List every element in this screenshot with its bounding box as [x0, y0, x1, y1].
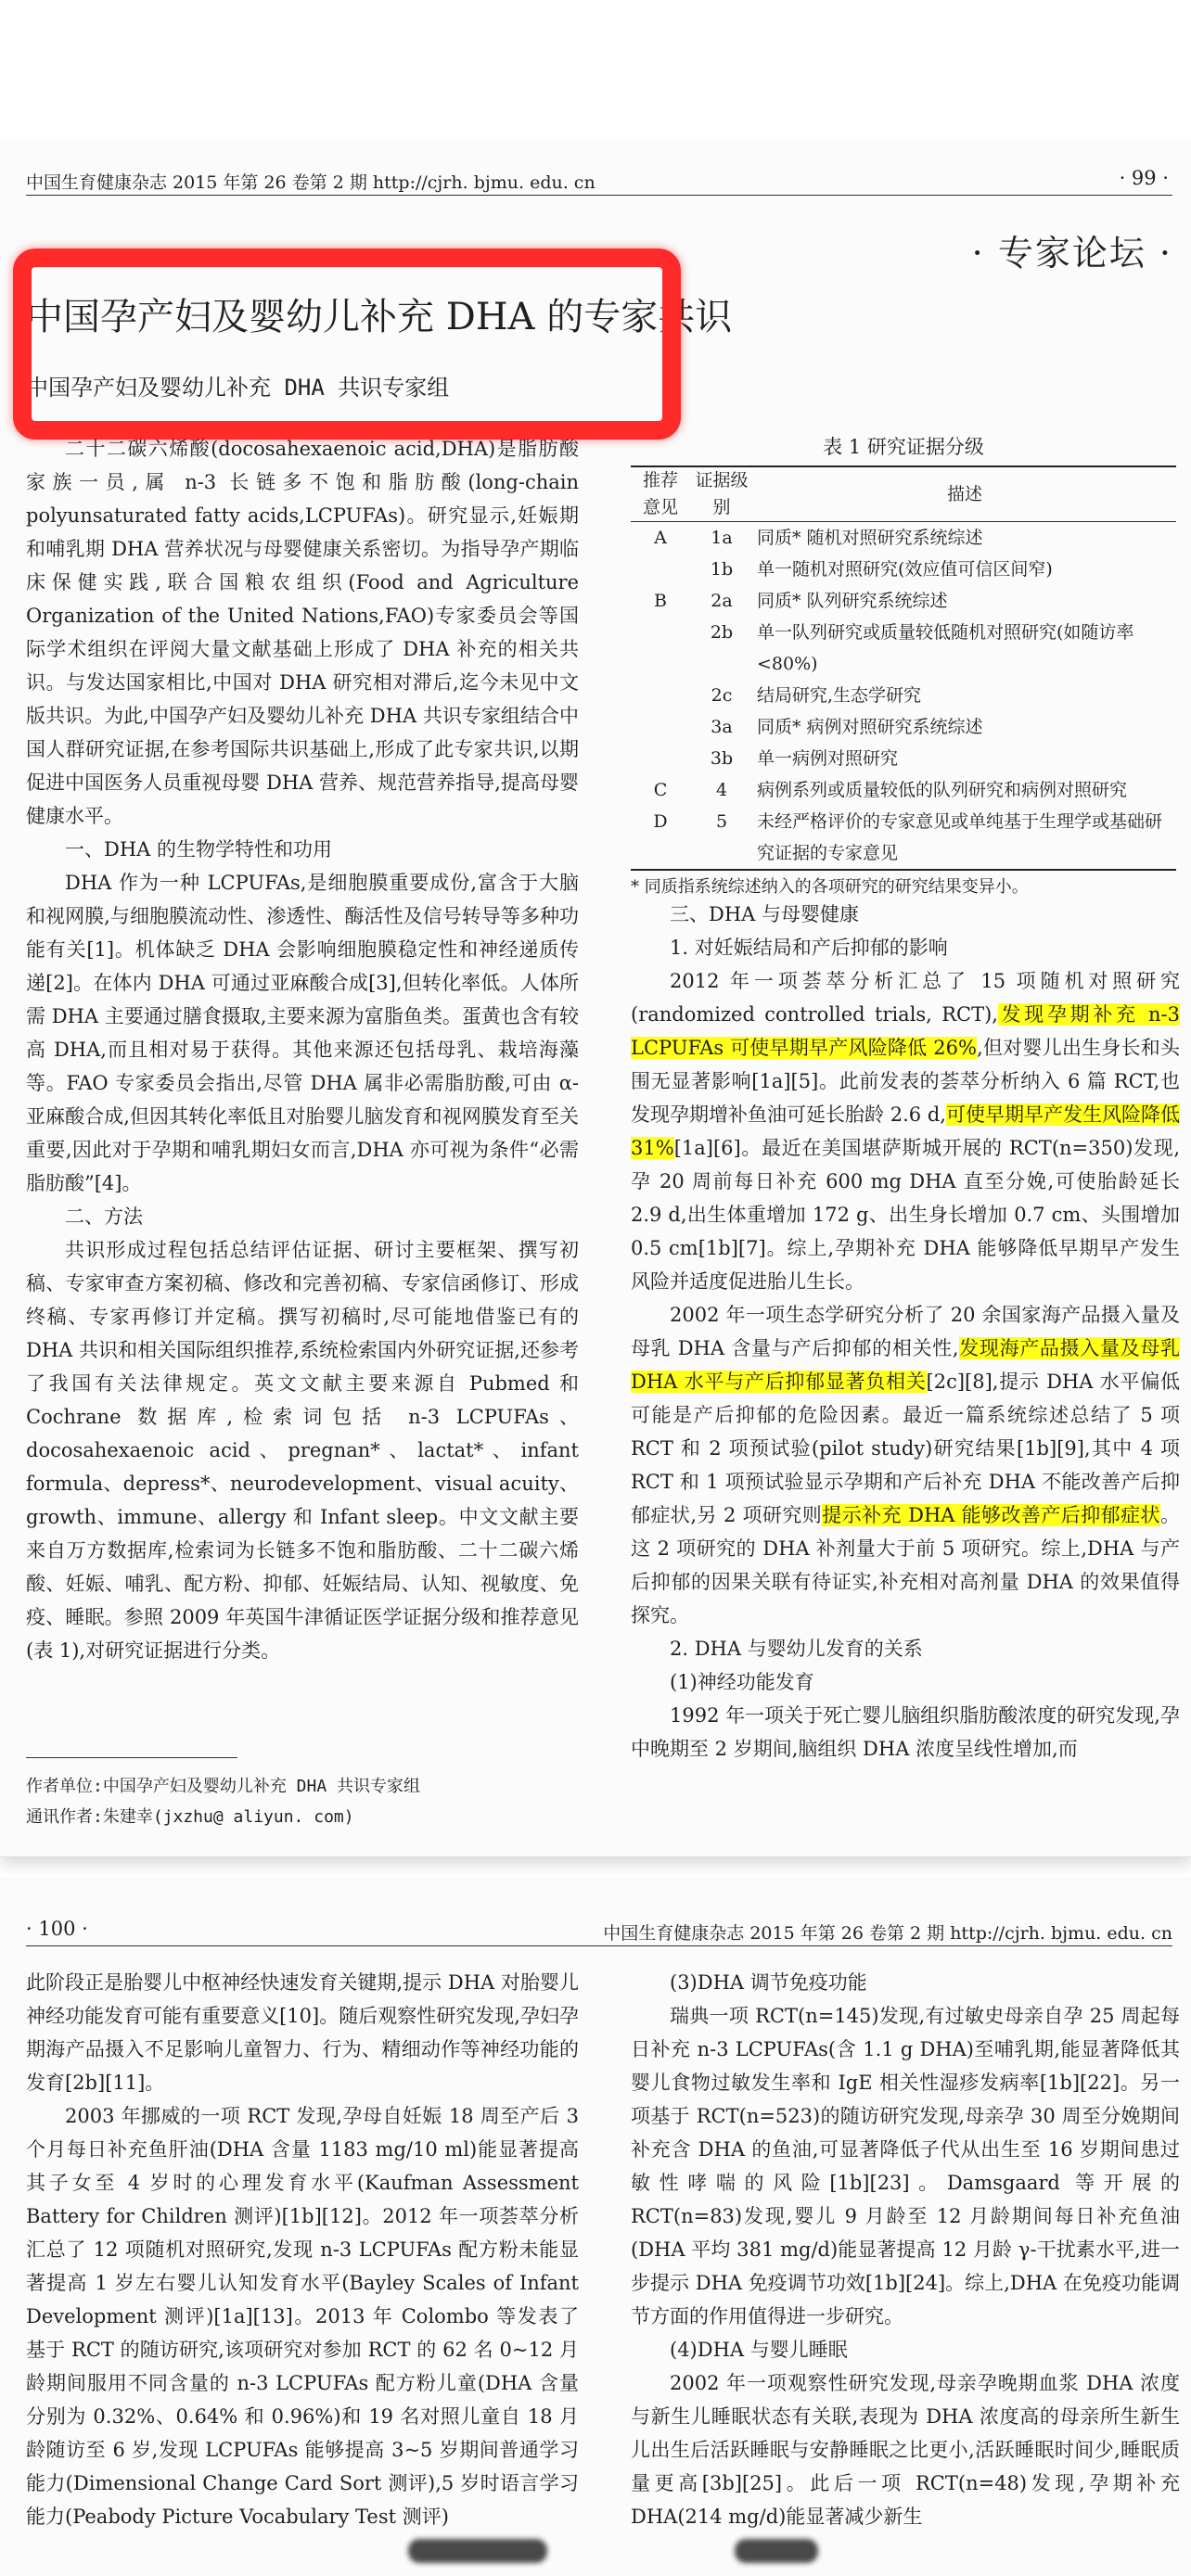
article-authors: 中国孕产妇及婴幼儿补充 DHA 共识专家组: [26, 375, 450, 401]
running-header: 中国生育健康杂志 2015 年第 26 卷第 2 期 http://cjrh. bjmu. edu. cn: [603, 1923, 1172, 1944]
table-cell: 未经严格评价的专家意见或单纯基于生理学或基础研究证据的专家意见: [757, 811, 1163, 863]
page-number: · 99 ·: [1119, 167, 1169, 189]
table-header-row: [631, 467, 1176, 522]
table-cell: 1a: [711, 528, 733, 548]
table-cell: D: [653, 811, 668, 832]
left-column: [26, 432, 579, 1667]
table-row: [631, 522, 1176, 555]
section-heading-2: 二、方法: [65, 1205, 143, 1228]
table-cell: [631, 680, 690, 711]
table-row: [631, 585, 1176, 617]
table-cell: B: [654, 591, 667, 611]
table-cell: 5: [715, 811, 728, 832]
table-cell: 病例系列或质量较低的队列研究和病例对照研究: [757, 780, 1128, 800]
table-cell: 4: [715, 780, 728, 800]
header-description: 描述: [753, 467, 1176, 522]
neuro-continued-paragraph: 此阶段正是胎婴儿中枢神经快速发育关键期,提示 DHA 对胎婴儿神经功能发育可能有重要意义[10]。随后观察性研究发现,孕妇孕期海产品摄入不足影响儿童智力、行为、精细动作等神经功能的发育[2b][11]。: [26, 1971, 579, 2094]
neuro-paragraph: 1992 年一项关于死亡婴儿脑组织脂肪酸浓度的研究发现,孕中晚期至 2 岁期间,脑组织 DHA 浓度呈线性增加,而: [631, 1704, 1180, 1760]
table-cell: [631, 554, 690, 585]
table-cell: 2a: [711, 591, 733, 611]
text-run: [1a][6]。最近在美国堪萨斯城开展的 RCT(n=350)发现,孕 20 周前每日补充 600 mg DHA 直至分娩,可使胎龄延长 2.9 d,出生体重增加 172 g、出生身长增加 0.7 cm、头围增加 0.5 cm[1b][7]。综上,孕期补充 DHA 能够降低早期早产发生风险并适度促进胎儿生长。: [631, 1137, 1180, 1293]
redaction-smudge: [735, 2539, 818, 2563]
table-row: [631, 774, 1176, 806]
table-cell: 2c: [711, 685, 733, 706]
table-cell: 单一病例对照研究: [757, 748, 899, 769]
footnote-rule: [26, 1757, 237, 1758]
table-cell: [631, 711, 690, 743]
table-cell: 1b: [710, 559, 734, 580]
table-cell: [631, 743, 690, 774]
footnote-author-unit: 作者单位:中国孕产妇及婴幼儿补充 DHA 共识专家组: [26, 1777, 421, 1796]
table-cell: 结局研究,生态学研究: [757, 685, 922, 706]
subsection-heading-1: 1. 对妊娠结局和产后抑郁的影响: [670, 937, 948, 959]
table-note: * 同质指系统综述纳入的各项研究的研究结果变异小。: [631, 877, 1029, 897]
table-cell: 同质* 病例对照研究系统综述: [757, 717, 983, 737]
article-title: 中国孕产妇及婴幼儿补充 DHA 的专家共识: [26, 296, 733, 338]
table-cell: C: [653, 780, 668, 800]
header-level: 证据级别: [690, 467, 753, 522]
table-cell: 3b: [710, 748, 734, 769]
table-cell: [631, 617, 690, 680]
evidence-table-block: [631, 428, 1176, 904]
section-heading-3: 三、DHA 与母婴健康: [670, 903, 859, 925]
subsection-heading-2-1: (1)神经功能发育: [670, 1671, 814, 1693]
table-cell: A: [654, 528, 667, 548]
header-recommendation: 推荐意见: [631, 467, 690, 522]
table-row: [631, 617, 1176, 680]
section-label: · 专家论坛 ·: [971, 233, 1172, 274]
redaction-smudge: [408, 2539, 547, 2563]
intro-paragraph: 二十二碳六烯酸(docosahexaenoic acid,DHA)是脂肪酸家族一员,属 n-3 长链多不饱和脂肪酸(long-chain polyunsaturated fatty acids,LCPUFAs)。研究显示,妊娠期和哺乳期 DHA 营养状况与母婴健康关系密切。为指导孕产期临床保健实践,联合国粮农组织(Food and Agriculture Organization of the United Nations,FAO)专家委员会等国际学术组织在评阅大量文献基础上形成了 DHA 补充的相关共识。与发达国家相比,中国对 DHA 研究相对滞后,迄今未见中文版共识。为此,中国孕产妇及婴幼儿补充 DHA 共识专家组结合中国人群研究证据,在参考国际共识基础上,形成了此专家共识,以期促进中国医务人员重视母婴 DHA 营养、规范营养指导,提高母婴健康水平。: [26, 438, 579, 827]
subsection-heading-2: 2. DHA 与婴幼儿发育的关系: [670, 1638, 923, 1660]
highlighted-text: 可使早期早产发生风险降低 31%: [631, 1103, 1180, 1159]
table-cell: 单一队列研究或质量较低随机对照研究(如随访率<80%): [757, 622, 1134, 674]
left-column: [26, 1966, 579, 2533]
table-row: [631, 806, 1176, 869]
journal-page-100: [0, 1877, 1191, 2576]
section-heading-1: 一、DHA 的生物学特性和功用: [65, 838, 332, 861]
running-header: 中国生育健康杂志 2015 年第 26 卷第 2 期 http://cjrh. bjmu. edu. cn: [26, 172, 596, 193]
footnote: [26, 1771, 420, 1832]
evidence-table: [631, 467, 1176, 869]
header-rule: [26, 1945, 1172, 1946]
highlighted-text: 发现海产品摄入量及母乳 DHA 水平与产后抑郁显著负相关: [631, 1337, 1181, 1393]
text-run: 。这 2 项研究的 DHA 补剂量大于前 5 项研究。综上,DHA 与产后抑郁的因果关联有待证实,补充相对高剂量 DHA 的效果值得探究。: [631, 1504, 1180, 1626]
subsection-heading-3: (3)DHA 调节免疫功能: [670, 1971, 867, 1994]
right-column: [631, 898, 1180, 1766]
title-annotation-box: [13, 249, 681, 440]
sleep-paragraph: 2002 年一项观察性研究发现,母亲孕晚期血浆 DHA 浓度与新生儿睡眠状态有关联,表现为 DHA 浓度高的母亲所生新生儿出生后活跃睡眠与安静睡眠之比更小,活跃睡眠时间少,睡眠质量更高[3b][25]。此后一项 RCT(n=48)发现,孕期补充 DHA(214 mg/d)能显著减少新生: [631, 2372, 1180, 2528]
table-cell: 同质* 随机对照研究系统综述: [757, 528, 983, 548]
right-column: [631, 1966, 1180, 2533]
text-run: ,但对婴儿出生身长和头围无显著影响[1a][5]。此前发表的荟萃分析纳入 6 篇 RCT,也发现孕期增补鱼油可延长胎龄 2.6 d,: [631, 1037, 1180, 1126]
footnote-correspondence: 通讯作者:朱建幸(jxzhu@ aliyun. com): [26, 1807, 354, 1827]
table-row: [631, 554, 1176, 585]
table-row: [631, 680, 1176, 711]
header-rule: [26, 195, 1172, 196]
immune-paragraph: 瑞典一项 RCT(n=145)发现,有过敏史母亲自孕 25 周起每日补充 n-3 LCPUFAs(含 1.1 g DHA)至哺乳期,能显著降低其婴儿食物过敏发生率和 IgE 相关性湿疹发病率[1b][22]。另一项基于 RCT(n=523)的随访研究发现,母亲孕 30 周至分娩期间补充含 DHA 的鱼油,可显著降低子代从出生至 16 岁期间患过敏性哮喘的风险[1b][23]。Damsgaard 等开展的 RCT(n=83)发现,婴儿 9 月龄至 12 月龄期间每日补充鱼油(DHA 平均 381 mg/d)能显著提高 12 月龄 γ-干扰素水平,进一步提示 DHA 免疫调节功效[1b][24]。综上,DHA 在免疫功能调节方面的作用值得进一步研究。: [631, 2005, 1180, 2327]
methods-paragraph: 共识形成过程包括总结评估证据、研讨主要框架、撰写初稿、专家审查方案初稿、修改和完善初稿、专家信函修订、形成终稿、专家再修订并定稿。撰写初稿时,尽可能地借鉴已有的 DHA 共识和相关国际组织推荐,系统检索国内外研究证据,还参考了我国有关法律规定。英文文献主要来源自 Pubmed 和 Cochrane 数据库,检索词包括 n-3 LCPUFAs、docosahexaenoic acid、pregnan*、lactat*、infant formula、depress*、neurodevelopment、visual acuity、growth、immune、allergy 和 Infant sleep。中文文献主要来自万方数据库,检索词为长链多不饱和脂肪酸、二十二碳六烯酸、妊娠、哺乳、配方粉、抑郁、妊娠结局、认知、视敏度、免疫、睡眠。参照 2009 年英国牛津循证医学证据分级和推荐意见(表 1),对研究证据进行分类。: [26, 1239, 579, 1662]
table-row: [631, 711, 1176, 743]
rct-paragraph: 2003 年挪威的一项 RCT 发现,孕母自妊娠 18 周至产后 3 个月每日补充鱼肝油(DHA 含量 1183 mg/10 ml)能显著提高其子女至 4 岁时的心理发育水平(Kaufman Assessment Battery for Children 测评)[1b][12]。2012 年一项荟萃分析汇总了 12 项随机对照研究,发现 n-3 LCPUFAs 配方粉未能显著提高 1 岁左右婴儿认知发育水平(Bayley Scales of Infant Development 测评)[1a][13]。2013 年 Colombo 等发表了基于 RCT 的随访研究,该项研究对参加 RCT 的 62 名 0~12 月龄期间服用不同含量的 n-3 LCPUFAs 配方粉儿童(DHA 含量分别为 0.32%、0.64% 和 0.96%)和 19 名对照儿童自 18 月龄随访至 6 岁,发现 LCPUFAs 能够提高 3~5 岁期间普通学习能力(Dimensional Change Card Sort 测评),5 岁时语言学习能力(Peabody Picture Vocabulary Test 测评): [26, 2105, 579, 2528]
depression-paragraph: [631, 1298, 1180, 1632]
table-row: [631, 743, 1176, 774]
subsection-heading-4: (4)DHA 与婴儿睡眠: [670, 2339, 848, 2361]
page-number: · 100 ·: [26, 1918, 88, 1940]
text-run: 2012 年一项荟萃分析汇总了 15 项随机对照研究(randomized controlled trials, RCT),: [631, 970, 1180, 1026]
table-cell: 同质* 队列研究系统综述: [757, 591, 948, 611]
table-caption: 表 1 研究证据分级: [823, 436, 984, 458]
highlighted-text: 发现孕期补充 n-3 LCPUFAs 可使早期早产风险降低 26%: [631, 1003, 1180, 1059]
table-cell: 2b: [710, 622, 734, 643]
journal-page-99: [0, 141, 1191, 1857]
text-run: [2c][8],提示 DHA 水平偏低可能是产后抑郁的危险因素。最近一篇系统综述总结了 5 项 RCT 和 2 项预试验(pilot study)研究结果[1b][9],其中 4 项 RCT 和 1 项预试验显示孕期和产后补充 DHA 不能改善产后抑郁症状,另 2 项研究则: [631, 1371, 1180, 1526]
table-cell: 3a: [711, 717, 733, 737]
outcomes-paragraph: [631, 964, 1180, 1298]
table-cell: 单一随机对照研究(效应值可信区间窄): [757, 559, 1053, 580]
text-run: 2002 年一项生态学研究分析了 20 余国家海产品摄入量及母乳 DHA 含量与产后抑郁的相关性,: [631, 1304, 1180, 1359]
biology-paragraph: DHA 作为一种 LCPUFAs,是细胞膜重要成份,富含于大脑和视网膜,与细胞膜流动性、渗透性、酶活性及信号转导等多种功能有关[1]。机体缺乏 DHA 会影响细胞膜稳定性和神经递质传递[2]。在体内 DHA 可通过亚麻酸合成[3],但转化率低。人体所需 DHA 主要通过膳食摄取,主要来源为富脂鱼类。蛋黄也含有较高 DHA,而且相对易于获得。其他来源还包括母乳、栽培海藻等。FAO 专家委员会指出,尽管 DHA 属非必需脂肪酸,可由 α-亚麻酸合成,但因其转化率低且对胎婴儿脑发育和视网膜发育至关重要,因此对于孕期和哺乳期妇女而言,DHA 亦可视为条件“必需脂肪酸”[4]。: [26, 872, 579, 1194]
highlighted-text: 提示补充 DHA 能够改善产后抑郁症状: [822, 1504, 1160, 1526]
